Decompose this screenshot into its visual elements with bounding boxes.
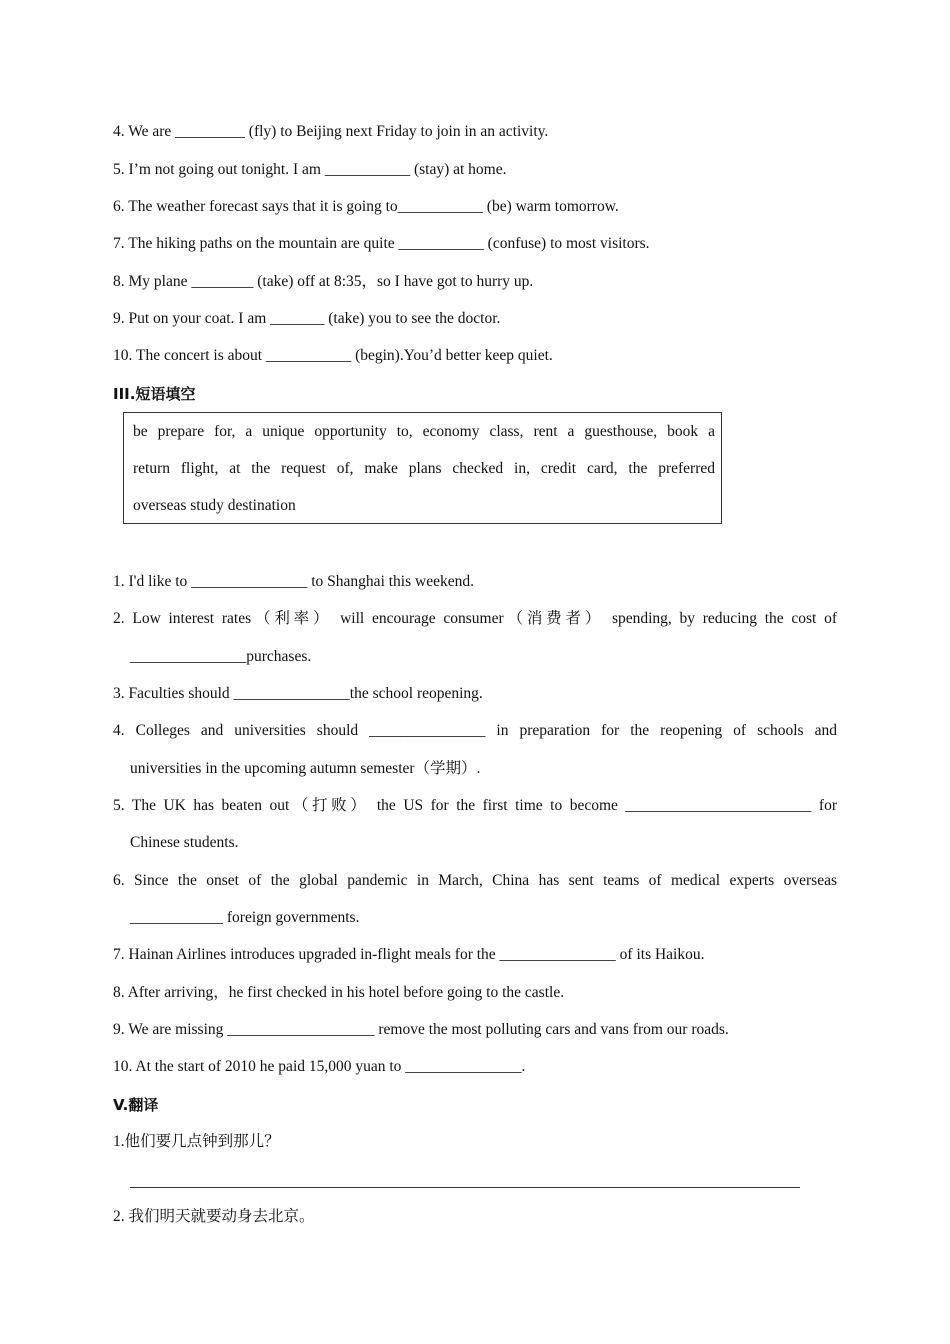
phrase-box-line: overseas study destination <box>133 497 296 514</box>
exercise-item-5: 5. I’m not going out tonight. I am ___________ (stay) at home. <box>113 161 507 178</box>
phrase-item-6: 6. Since the onset of the global pandemic in March, China has sent teams of medical experts overseas <box>113 872 837 889</box>
translation-item-2: 2. 我们明天就要动身去北京。 <box>113 1208 315 1225</box>
phrase-item-6-cont: ____________ foreign governments. <box>130 909 360 926</box>
phrase-box-line: return flight, at the request of, make plans checked in, credit card, the preferred <box>133 460 715 477</box>
phrase-item-5: 5. The UK has beaten out（打败） the US for the first time to become ________________________ for <box>113 797 837 814</box>
exercise-item-6: 6. The weather forecast says that it is going to___________ (be) warm tomorrow. <box>113 198 619 215</box>
section-heading-phrases: III.短语填空 <box>113 385 196 403</box>
exercise-item-9: 9. Put on your coat. I am _______ (take) you to see the doctor. <box>113 310 501 327</box>
phrase-item-2-cont: _______________purchases. <box>130 648 312 665</box>
translation-item-1: 1.他们要几点钟到那儿？ <box>113 1133 280 1150</box>
phrase-item-9: 9. We are missing ___________________ remove the most polluting cars and vans from our roads. <box>113 1021 729 1038</box>
phrase-item-10: 10. At the start of 2010 he paid 15,000 yuan to _______________. <box>113 1058 526 1075</box>
exercise-item-7: 7. The hiking paths on the mountain are quite ___________ (confuse) to most visitors. <box>113 235 650 252</box>
exercise-item-4: 4. We are _________ (fly) to Beijing next Friday to join in an activity. <box>113 123 549 140</box>
section-heading-translation: V.翻译 <box>113 1096 159 1114</box>
answer-line <box>130 1187 800 1188</box>
phrase-item-4-cont: universities in the upcoming autumn semester（学期）. <box>130 760 481 777</box>
exercise-item-8: 8. My plane ________ (take) off at 8:35，so I have got to hurry up. <box>113 273 534 290</box>
exercise-item-10: 10. The concert is about ___________ (begin).You’d better keep quiet. <box>113 347 553 364</box>
phrase-box-line: be prepare for, a unique opportunity to, economy class, rent a guesthouse, book a <box>133 423 715 440</box>
phrase-item-1: 1. I'd like to _______________ to Shanghai this weekend. <box>113 573 474 590</box>
phrase-item-2: 2. Low interest rates（利率） will encourage consumer（消费者） spending, by reducing the cost of <box>113 610 837 627</box>
phrase-item-5-cont: Chinese students. <box>130 834 239 851</box>
phrase-item-4: 4. Colleges and universities should _______________ in preparation for the reopening of schools and <box>113 722 837 739</box>
phrase-item-7: 7. Hainan Airlines introduces upgraded in-flight meals for the _______________ of its Haikou. <box>113 946 705 963</box>
phrase-item-8: 8. After arriving，he first checked in his hotel before going to the castle. <box>113 984 565 1001</box>
phrase-item-3: 3. Faculties should _______________the school reopening. <box>113 685 483 702</box>
